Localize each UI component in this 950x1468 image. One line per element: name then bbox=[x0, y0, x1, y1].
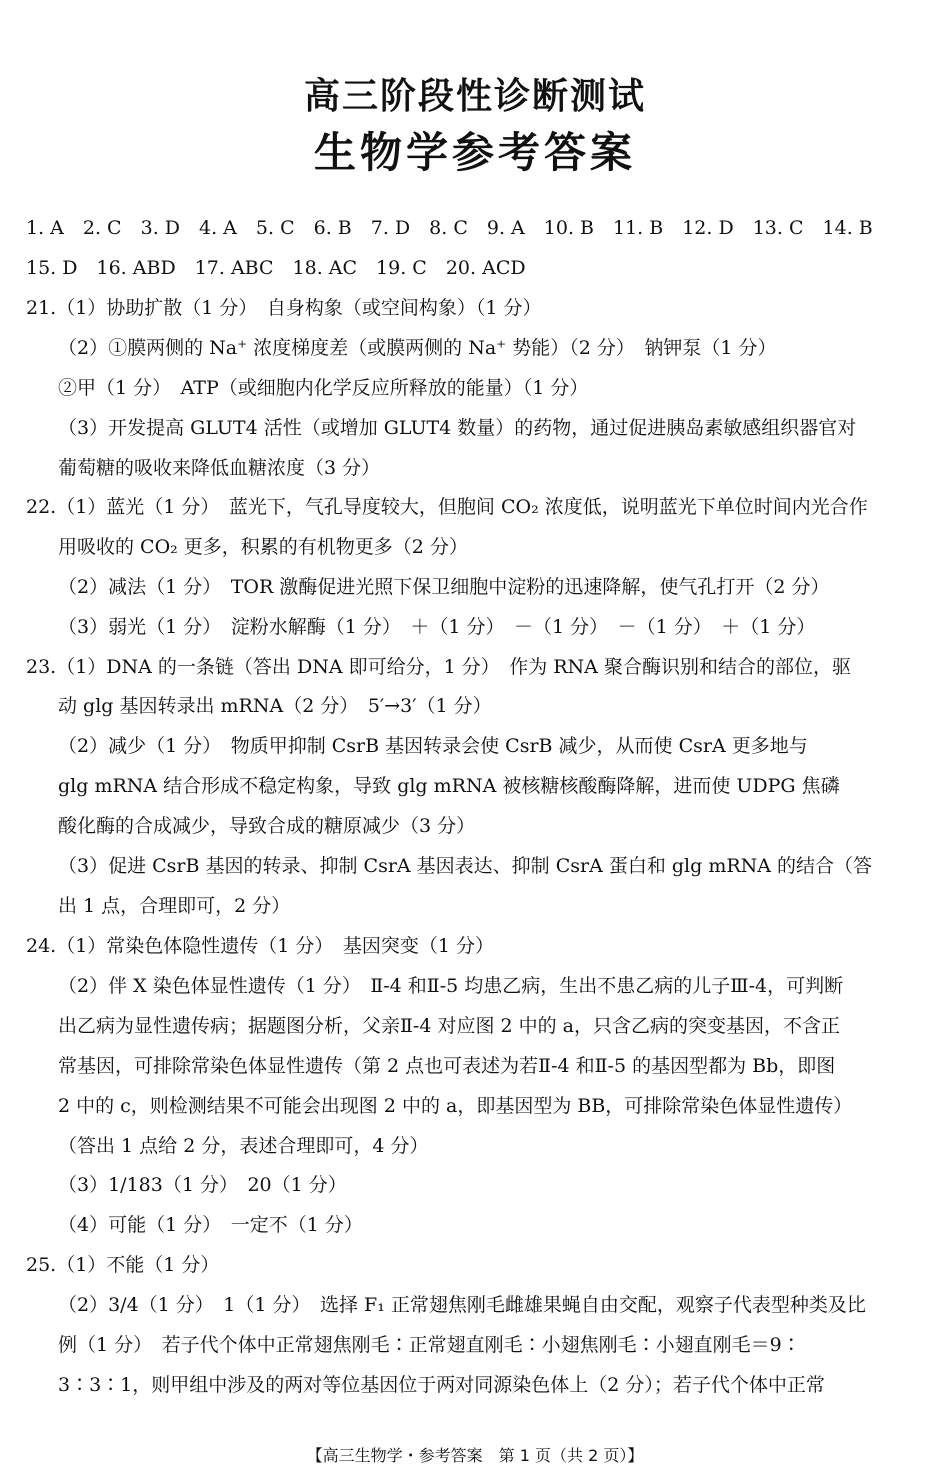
mc-answer: 4. A bbox=[199, 217, 237, 239]
answer-line: （3）1/183（1 分） 20（1 分） bbox=[58, 1174, 347, 1196]
answer-line: （2）3/4（1 分） 1（1 分） 选择 F₁ 正常翅焦刚毛雌雄果蝇自由交配，观察子代表型种类及比 bbox=[58, 1294, 866, 1316]
answer-line: 出乙病为显性遗传病；据题图分析，父亲Ⅱ-4 对应图 2 中的 a，只含乙病的突变基因，不含正 bbox=[58, 1015, 840, 1037]
mc-answer: 11. B bbox=[613, 217, 664, 239]
mc-answer: 20. ACD bbox=[445, 257, 526, 279]
answer-line: （3）弱光（1 分） 淀粉水解酶（1 分） ＋（1 分） －（1 分） －（1 分） ＋（1 分） bbox=[58, 616, 816, 638]
answer-line: （2）减少（1 分） 物质甲抑制 CsrB 基因转录会使 CsrB 减少，从而使 CsrA 更多地与 bbox=[58, 735, 808, 757]
answer-line: 葡萄糖的吸收来降低血糖浓度（3 分） bbox=[58, 457, 381, 479]
mc-answers-row-1 bbox=[26, 216, 873, 240]
answer-line: （答出 1 点给 2 分，表述合理即可，4 分） bbox=[58, 1135, 429, 1157]
answer-line: （3）开发提高 GLUT4 活性（或增加 GLUT4 数量）的药物，通过促进胰岛素敏感组织器官对 bbox=[58, 417, 857, 439]
mc-answer: 14. B bbox=[822, 217, 873, 239]
answer-line: 常基因，可排除常染色体显性遗传（第 2 点也可表述为若Ⅱ-4 和Ⅱ-5 的基因型都为 Bb，即图 bbox=[58, 1055, 836, 1077]
mc-answer: 9. A bbox=[486, 217, 525, 239]
answer-line: （2）①膜两侧的 Na⁺ 浓度梯度差（或膜两侧的 Na⁺ 势能）（2 分） 钠钾泵（1 分） bbox=[58, 337, 777, 359]
mc-answer: 16. ABD bbox=[96, 257, 176, 279]
mc-answer: 10. B bbox=[543, 217, 594, 239]
answer-line: （4）可能（1 分） 一定不（1 分） bbox=[58, 1214, 363, 1236]
answer-line: 例（1 分） 若子代个体中正常翅焦刚毛∶正常翅直刚毛∶小翅焦刚毛∶小翅直刚毛＝9∶ bbox=[58, 1334, 801, 1356]
answer-line: 21.（1）协助扩散（1 分） 自身构象（或空间构象）（1 分） bbox=[26, 297, 542, 319]
answer-line: 23.（1）DNA 的一条链（答出 DNA 即可给分，1 分） 作为 RNA 聚合酶识别和结合的部位，驱 bbox=[26, 656, 851, 678]
mc-answer: 12. D bbox=[682, 217, 734, 239]
answer-line: 2 中的 c，则检测结果不可能会出现图 2 中的 a，即基因型为 BB，可排除常染色体显性遗传） bbox=[58, 1095, 853, 1117]
mc-answer: 6. B bbox=[313, 217, 352, 239]
answer-line: 3∶3∶1，则甲组中涉及的两对等位基因位于两对同源染色体上（2 分）；若子代个体中正常 bbox=[58, 1374, 825, 1396]
mc-answer: 5. C bbox=[255, 217, 295, 239]
answer-line: 用吸收的 CO₂ 更多，积累的有机物更多（2 分） bbox=[58, 536, 468, 558]
mc-answer: 8. C bbox=[429, 217, 468, 239]
answer-line: 酸化酶的合成减少，导致合成的糖原减少（3 分） bbox=[58, 815, 476, 837]
answer-line: ②甲（1 分） ATP（或细胞内化学反应所释放的能量）（1 分） bbox=[58, 377, 589, 399]
mc-answer: 7. D bbox=[370, 217, 411, 239]
mc-answer: 19. C bbox=[376, 257, 427, 279]
page-footer: 【高三生物学・参考答案 第 1 页（共 2 页）】 bbox=[306, 1446, 644, 1465]
mc-answer: 15. D bbox=[26, 257, 78, 279]
answer-line: （2）减法（1 分） TOR 激酶促进光照下保卫细胞中淀粉的迅速降解，使气孔打开（2 分） bbox=[58, 576, 830, 598]
answer-line: 动 glg 基因转录出 mRNA（2 分） 5′→3′（1 分） bbox=[58, 695, 492, 717]
mc-answer: 17. ABC bbox=[194, 257, 274, 279]
answer-line: 出 1 点，合理即可，2 分） bbox=[58, 895, 291, 917]
answer-line: 25.（1）不能（1 分） bbox=[26, 1254, 220, 1276]
answer-line: 24.（1）常染色体隐性遗传（1 分） 基因突变（1 分） bbox=[26, 935, 495, 957]
mc-answer: 18. AC bbox=[292, 257, 358, 279]
mc-answers-row-2 bbox=[26, 256, 545, 280]
answer-line: （3）促进 CsrB 基因的转录、抑制 CsrA 基因表达、抑制 CsrA 蛋白和 glg mRNA 的结合（答 bbox=[58, 855, 873, 877]
mc-answer: 1. A bbox=[26, 217, 64, 239]
document-title: 高三阶段性诊断测试 bbox=[303, 76, 646, 117]
document-subtitle: 生物学参考答案 bbox=[313, 128, 636, 177]
mc-answer: 13. C bbox=[752, 217, 804, 239]
answer-line: （2）伴 X 染色体显性遗传（1 分） Ⅱ-4 和Ⅱ-5 均患乙病，生出不患乙病的儿子Ⅲ-4，可判断 bbox=[58, 975, 844, 997]
answer-line: 22.（1）蓝光（1 分） 蓝光下，气孔导度较大，但胞间 CO₂ 浓度低，说明蓝光下单位时间内光合作 bbox=[26, 496, 868, 518]
answer-line: glg mRNA 结合形成不稳定构象，导致 glg mRNA 被核糖核酸酶降解，进而使 UDPG 焦磷 bbox=[58, 775, 840, 797]
mc-answer: 3. D bbox=[140, 217, 181, 239]
mc-answer: 2. C bbox=[82, 217, 122, 239]
